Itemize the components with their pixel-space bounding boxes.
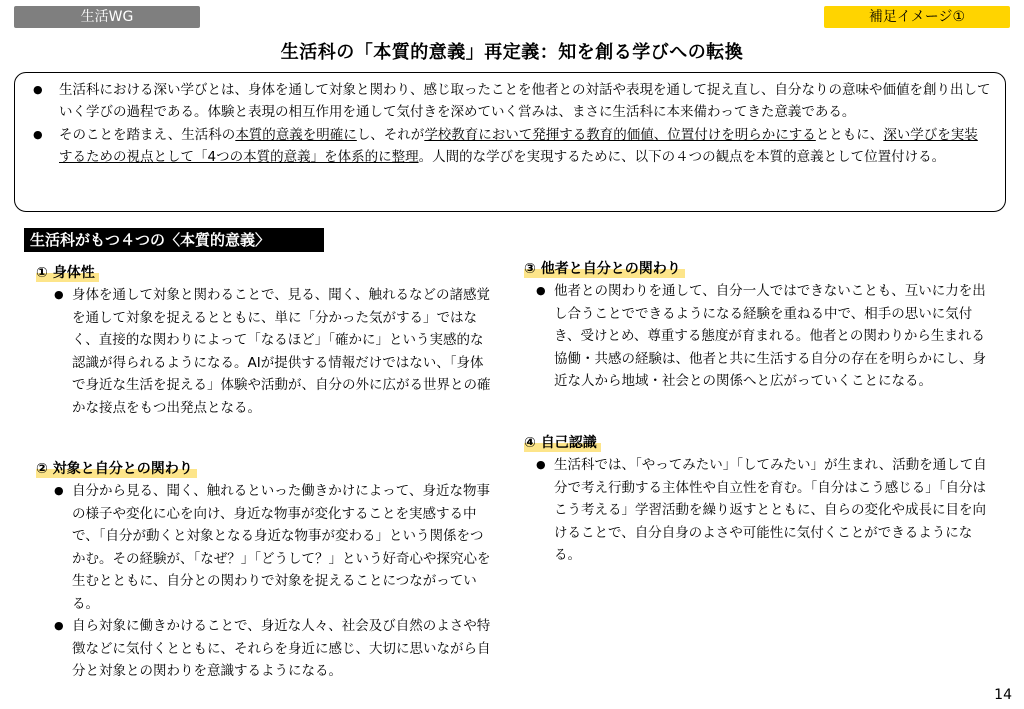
list-item [530,280,992,393]
supplement-tag: 補足イメージ① [824,6,1010,28]
summary-box [14,72,1006,212]
summary-underline-3: 深い学びを実装するための視点として「4つの本質的意義」を体系的に整理 [59,127,978,165]
item-body-object-relation [48,480,496,683]
section-header: 生活科がもつ４つの〈本質的意義〉 [24,228,324,252]
list-item [48,480,496,615]
page-title: 生活科の「本質的意義」再定義：知を創る学びへの転換 [280,42,744,63]
paragraph-text: 他者との関わりを通して、自分一人ではできないことも、互いに力を出し合うことでできるようになる経験を重ねる中で、相手の思いに気付き、受けとめ、尊重する態度が育まれる。他者との関わりから生まれる協働・共感の経験は、他者と共に生活する自分の存在を明らかにし、身近な人から地域・社会との関係へと広がっていくことになる。 [554,283,986,389]
summary-underline-1: 本質的意義を明確に [235,127,357,143]
bullet-icon: ● [33,128,43,141]
item-body-others-relation [530,280,992,393]
summary-text-1: 生活科における深い学びとは、身体を通して対象と関わり、感じ取ったことを他者との対話や表現を通して捉え直し、自分なりの意味や価値を創り出していく学びの過程である。体験と表現の相互作用を通して気付きを深めていく営みは、まさに生活科に本来備わってきた意義である。 [59,82,991,120]
item-heading-physicality: ① 身体性 [36,262,99,282]
summary-item-1 [25,79,991,123]
bullet-icon: ● [33,83,43,96]
bullet-icon: ● [536,458,546,471]
list-item [530,454,992,567]
paragraph-text: 生活科では、「やってみたい」「してみたい」が生まれ、活動を通して自分で考え行動する主体性や自立性を育む。「自分はこう感じる」「自分はこう考える」学習活動を繰り返すとともに、自らの変化や成長に目を向けることで、自分自身のよさや可能性に気付くことができるようになる。 [554,457,987,563]
summary-text-2a: そのことを踏まえ、生活科の [59,127,236,143]
paragraph-text: 自ら対象に働きかけることで、身近な人々、社会及び自然のよさや特徴などに気付くとともに、それらを身近に感じ、大切に思いながら自分と対象との関わりを意識するようになる。 [72,618,491,679]
summary-text-2d: 。人間的な学びを実現するために、以下の４つの観点を本質的意義として位置付ける。 [418,149,946,165]
bullet-icon: ● [536,284,546,297]
page-number: 14 [994,687,1012,703]
item-heading-self-recognition: ④ 自己認識 [524,432,601,452]
bullet-icon: ● [54,484,64,497]
item-body-physicality [48,284,496,419]
paragraph-text: 身体を通して対象と関わることで、見る、聞く、触れるなどの諸感覚を通して対象を捉えるとともに、単に「分かった気がする」ではなく、直接的な関わりによって「なるほど」「確かに」という実感的な認識が得られるようになる。AIが提供する情報だけではない、「身体で身近な生活を捉える」体験や活動が、自分の外に広がる世界との確かな接点をもつ出発点となる。 [72,287,491,416]
bullet-icon: ● [54,619,64,632]
summary-text-2c: とともに、 [815,127,884,143]
list-item [48,615,496,683]
item-heading-object-relation: ② 対象と自分との関わり [36,458,197,478]
paragraph-text: 自分から見る、聞く、触れるといった働きかけによって、身近な物事の様子や変化に心を向け、身近な物事が変化することを実感する中で、「自分が動くと対象となる身近な物事が変わる」という関係をつかむ。その経験が、「なぜ？」「どうして？」という好奇心や探究心を生むとともに、自分との関わりで対象を捉えることにつながっている。 [72,483,491,612]
summary-text-2b: し、それが [356,127,425,143]
summary-item-2 [25,124,991,168]
workgroup-tag: 生活WG [14,6,200,28]
bullet-icon: ● [54,288,64,301]
summary-underline-2: 学校教育において発揮する教育的価値、位置付けを明らかにする [424,127,816,143]
item-body-self-recognition [530,454,992,567]
item-heading-others-relation: ③ 他者と自分との関わり [524,258,685,278]
list-item [48,284,496,419]
